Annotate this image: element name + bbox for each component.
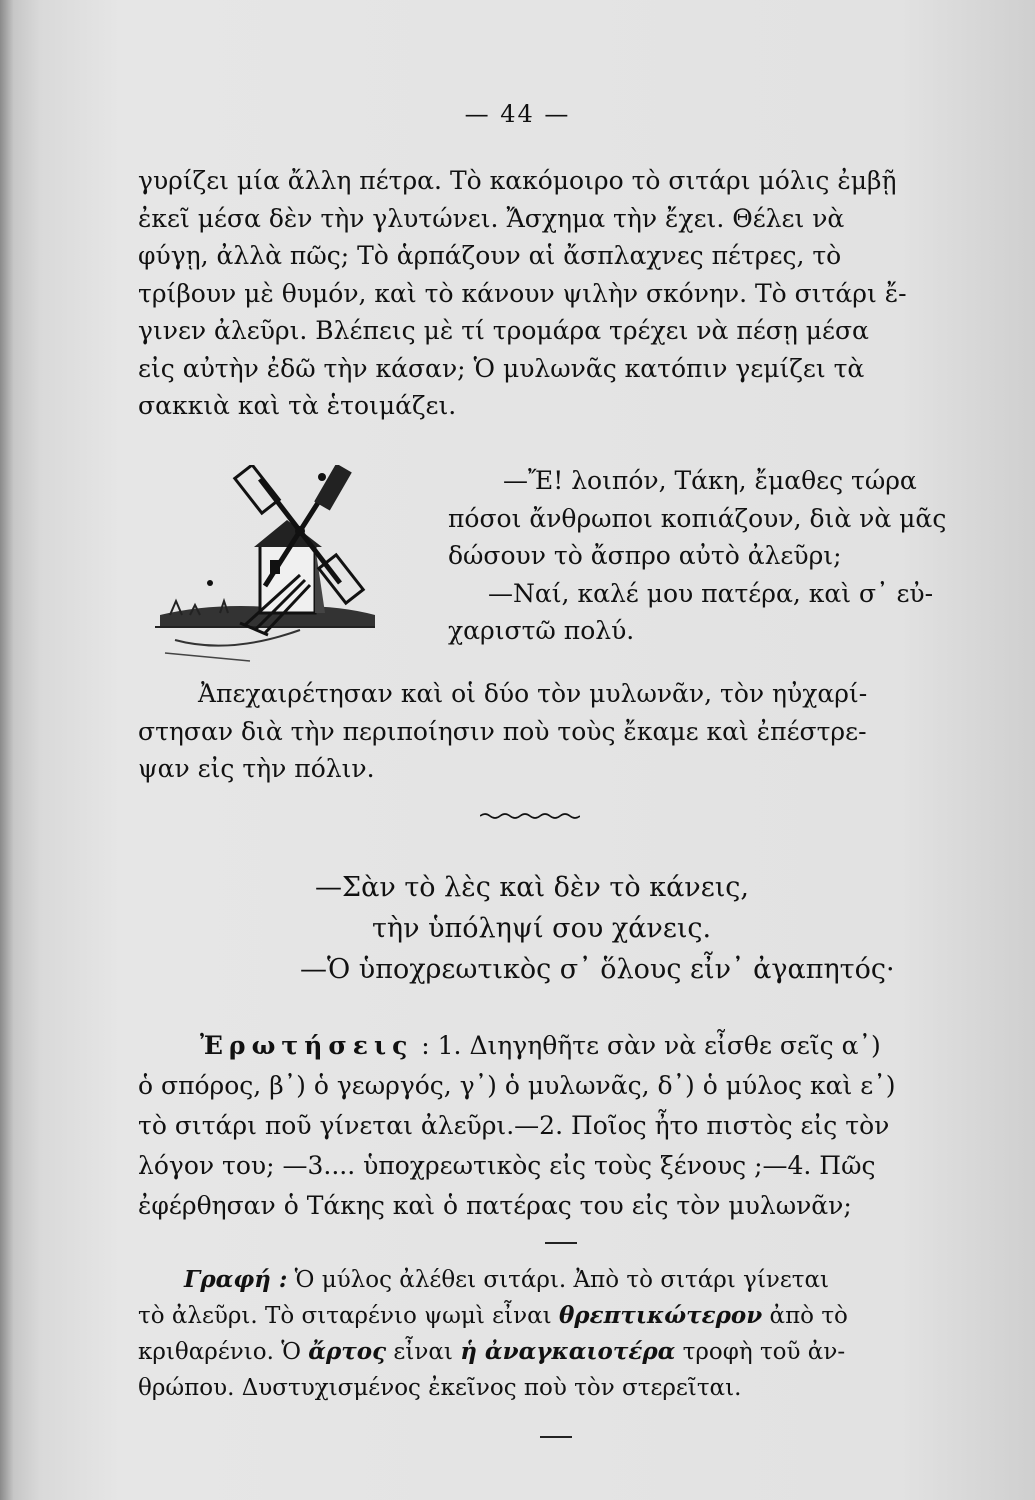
writing-text: τροφὴ τοῦ ἀν-: [682, 1339, 846, 1365]
question-text: ἐφέρθησαν ὁ Τάκης καὶ ὁ πατέρας του εἰς τὸν μυλωνᾶν;: [138, 1191, 852, 1220]
emphasized-word: ἄρτος: [308, 1338, 387, 1365]
dialogue-block: [448, 462, 1008, 650]
writing-section: [138, 1262, 1008, 1406]
writing-text: κριθαρένιο. Ὁ: [138, 1339, 301, 1365]
text-line: τρίβουν μὲ θυμόν, καὶ τὸ κάνουν ψιλὴν σκόνην. Τὸ σιτάρι ἔ-: [138, 278, 907, 308]
emphasized-word: ἡ ἀναγκαιοτέρα: [460, 1338, 676, 1365]
windmill-illustration: [150, 465, 380, 680]
writing-text: ἀπὸ τὸ: [769, 1303, 848, 1329]
text-line: φύγῃ, ἀλλὰ πῶς; Τὸ ἁρπάζουν αἱ ἄσπλαχνες πέτρες, τὸ: [138, 241, 842, 270]
page-edge: [0, 0, 14, 1500]
text-line: γυρίζει μία ἄλλη πέτρα. Τὸ κακόμοιρο τὸ σιτάρι μόλις ἐμβῇ: [138, 166, 897, 195]
section-divider: [480, 812, 580, 820]
question-text: λόγον του; —3.... ὑποχρεωτικὸς εἰς τοὺς ξένους ;—4. Πῶς: [138, 1151, 876, 1180]
dialogue-line: —Ἔ! λοιπόν, Τάκη, ἔμαθες τώρα: [503, 466, 917, 495]
proverb-line: —Σὰν τὸ λὲς καὶ δὲν τὸ κάνεις,: [315, 872, 749, 903]
text-line: εἰς αὐτὴν ἐδῶ τὴν κάσαν; Ὁ μυλωνᾶς κατόπιν γεμίζει τὰ: [138, 353, 865, 383]
writing-text: θρώπου. Δυστυχισμένος ἐκεῖνος ποὺ τὸν στερεῖται.: [138, 1375, 742, 1401]
writing-label: Γραφή :: [184, 1266, 288, 1293]
writing-text: Ὁ μύλος ἀλέθει σιτάρι. Ἀπὸ τὸ σιτάρι γίνεται: [294, 1267, 830, 1293]
question-text: τὸ σιτάρι ποῦ γίνεται ἀλεῦρι.—2. Ποῖος ἦτο πιστὸς εἰς τὸν: [138, 1111, 890, 1140]
dialogue-line: —Ναί, καλέ μου πατέρα, καὶ σ᾽ εὐ-: [488, 578, 934, 608]
text-line: στησαν διὰ τὴν περιποίησιν ποὺ τοὺς ἔκαμε καὶ ἐπέστρε-: [138, 716, 867, 746]
text-line: ψαν εἰς τὴν πόλιν.: [138, 754, 375, 783]
writing-text: τὸ ἀλεῦρι. Τὸ σιταρένιο ψωμὶ εἶναι: [138, 1303, 552, 1329]
dialogue-line: δώσουν τὸ ἄσπρο αὐτὸ ἀλεῦρι;: [448, 541, 842, 570]
questions-section: [138, 1026, 1008, 1226]
proverb-line: —Ὁ ὑποχρεωτικὸς σ᾽ ὅλους εἶν᾽ ἀγαπητός·: [300, 954, 895, 985]
text-line: ἐκεῖ μέσα δὲν τὴν γλυτώνει. Ἄσχημα τὴν ἔχει. Θέλει νὰ: [138, 203, 845, 233]
separator-rule: [545, 1242, 577, 1244]
dialogue-line: χαριστῶ πολύ.: [448, 616, 635, 645]
question-text: : 1. Διηγηθῆτε σὰν νὰ εἶσθε σεῖς α᾽): [421, 1031, 881, 1060]
separator-rule: [540, 1436, 572, 1438]
proverb-line: τὴν ὑπόληψί σου χάνεις.: [372, 913, 712, 944]
closing-paragraph: [138, 675, 998, 788]
narrative-paragraph: [138, 162, 998, 425]
writing-text: εἶναι: [393, 1339, 453, 1365]
text-line: Ἀπεχαιρέτησαν καὶ οἱ δύο τὸν μυλωνᾶν, τὸν ηὐχαρί-: [198, 679, 868, 708]
emphasized-word: θρεπτικώτερον: [558, 1302, 763, 1329]
text-line: σακκιὰ καὶ τὰ ἑτοιμάζει.: [138, 391, 457, 420]
dialogue-line: πόσοι ἄνθρωποι κοπιάζουν, διὰ νὰ μᾶς: [448, 503, 947, 533]
questions-label: Ἐρωτήσεις: [200, 1031, 414, 1060]
question-text: ὁ σπόρος, β᾽) ὁ γεωργός, γ᾽) ὁ μυλωνᾶς, δ᾽) ὁ μύλος καὶ ε᾽): [138, 1071, 896, 1100]
text-line: γινεν ἀλεῦρι. Βλέπεις μὲ τί τρομάρα τρέχει νὰ πέσῃ μέσα: [138, 316, 869, 345]
page-number: — 44 —: [464, 100, 571, 128]
